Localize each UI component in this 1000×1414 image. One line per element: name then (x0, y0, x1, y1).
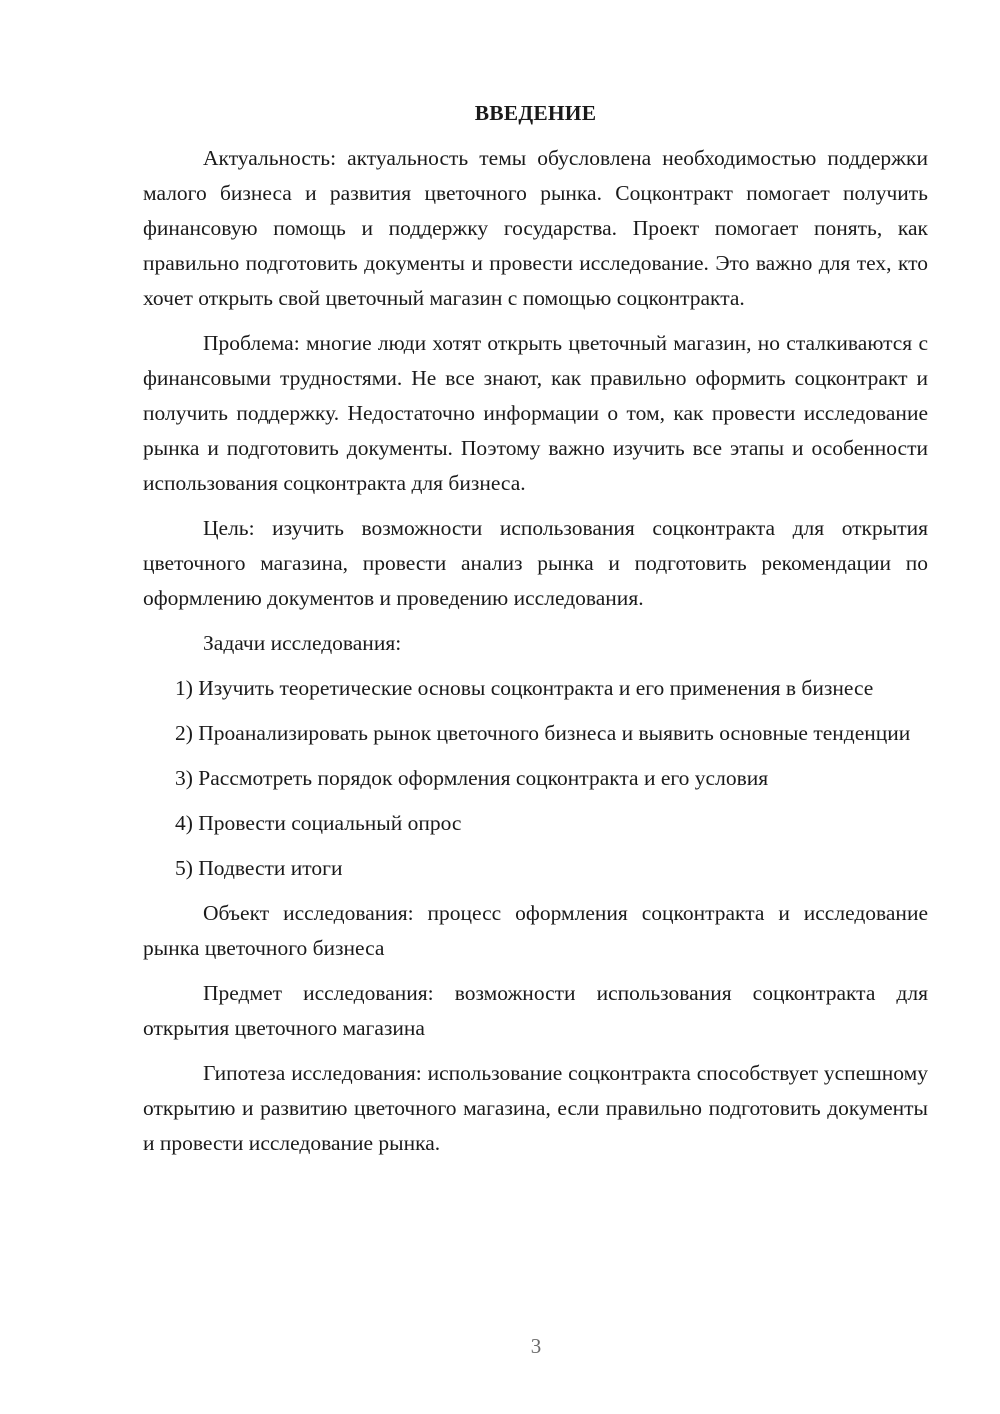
problem-paragraph: Проблема: многие люди хотят открыть цветочный магазин, но сталкиваются с финансовыми трудностями. Не все знают, как правильно оформить соцконтракт и получить поддержку. Недостаточно информации о том, как провести исследование рынка и подготовить документы. Поэтому важно изучить все этапы и особенности использования соцконтракта для бизнеса. (143, 331, 928, 495)
section-title: ВВЕДЕНИЕ (474, 101, 597, 125)
page-number: 3 (530, 1334, 542, 1358)
tasks-heading: Задачи исследования: (203, 631, 402, 655)
relevance-paragraph: Актуальность: актуальность темы обусловлена необходимостью поддержки малого бизнеса и развития цветочного рынка. Соцконтракт помогает получить финансовую помощь и поддержку государства. Проект помогает понять, как правильно подготовить документы и провести исследование. Это важно для тех, кто хочет открыть свой цветочный магазин с помощью соцконтракта. (143, 146, 928, 310)
task-item-2: 2) Проанализировать рынок цветочного бизнеса и выявить основные тенденции (175, 721, 911, 745)
task-item-5: 5) Подвести итоги (175, 856, 343, 880)
task-item-3: 3) Рассмотреть порядок оформления соцконтракта и его условия (175, 766, 769, 790)
goal-paragraph: Цель: изучить возможности использования соцконтракта для открытия цветочного магазина, провести анализ рынка и подготовить рекомендации по оформлению документов и проведению исследования. (143, 516, 928, 610)
hypothesis-paragraph: Гипотеза исследования: использование соцконтракта способствует успешному открытию и развитию цветочного магазина, если правильно подготовить документы и провести исследование рынка. (143, 1061, 928, 1155)
task-item-4: 4) Провести социальный опрос (175, 811, 462, 835)
task-item-1: 1) Изучить теоретические основы соцконтракта и его применения в бизнесе (175, 676, 874, 700)
page-content (143, 96, 928, 1171)
subject-paragraph: Предмет исследования: возможности использования соцконтракта для открытия цветочного магазина (143, 981, 928, 1040)
object-paragraph: Объект исследования: процесс оформления соцконтракта и исследование рынка цветочного бизнеса (143, 901, 928, 960)
